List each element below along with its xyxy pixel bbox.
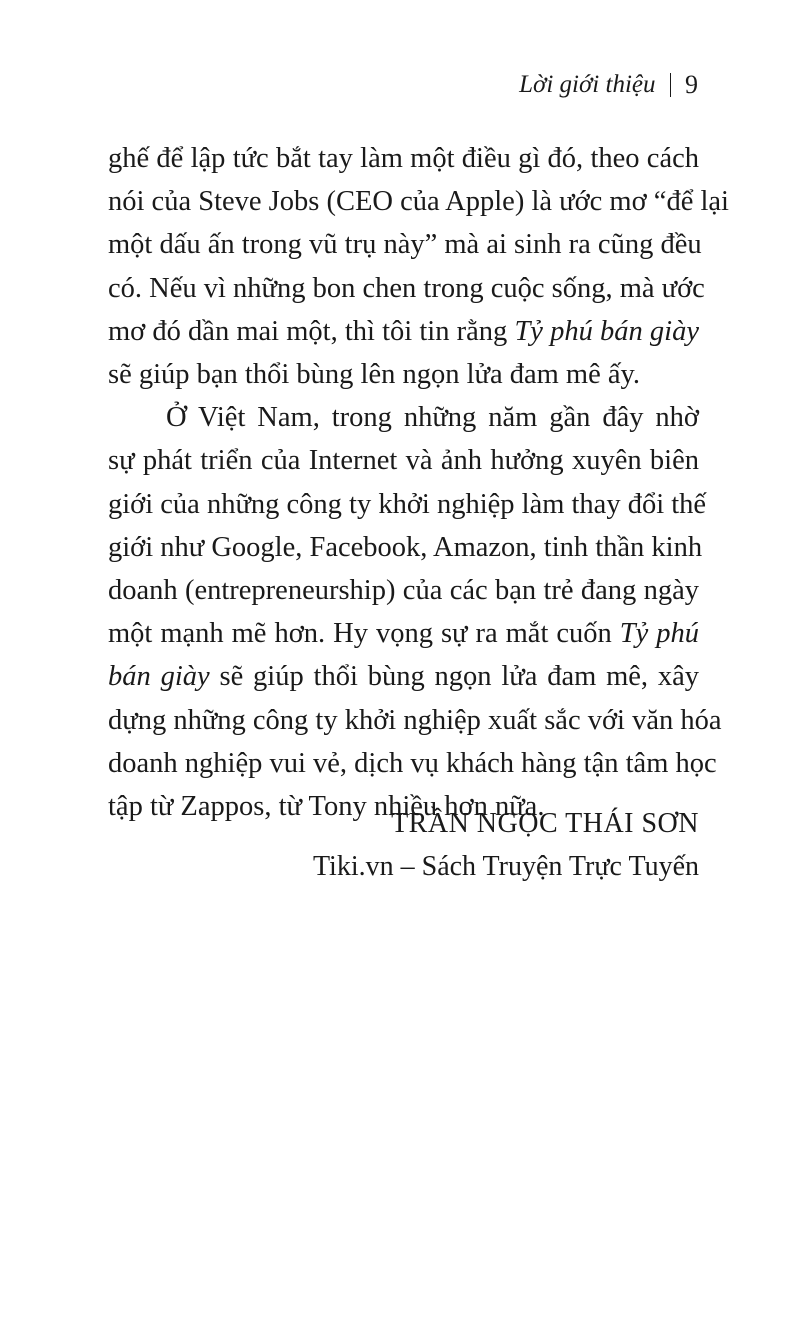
paragraph-1 xyxy=(108,137,729,396)
author-name: TRẦN NGỌC THÁI SƠN xyxy=(391,808,699,839)
text-line: một mạnh mẽ hơn. Hy vọng sự ra mắt cuốn Tỷ phú xyxy=(108,618,699,650)
section-title: Lời giới thiệu xyxy=(519,71,656,98)
text-line: doanh (entrepreneurship) của các bạn trẻ đang ngày xyxy=(108,575,699,607)
text-line: có. Nếu vì những bon chen trong cuộc sống, mà ước xyxy=(108,272,705,304)
text-line: tập từ Zappos, từ Tony nhiều hơn nữa. xyxy=(108,791,545,823)
book-title: Tỷ phú bán giày xyxy=(514,315,699,347)
text-line: dựng những công ty khởi nghiệp xuất sắc với văn hóa xyxy=(108,704,722,736)
text-line: doanh nghiệp vui vẻ, dịch vụ khách hàng tận tâm học xyxy=(108,747,717,779)
page-number: 9 xyxy=(685,70,698,99)
text-line: Ở Việt Nam, trong những năm gần đây nhờ xyxy=(166,402,699,434)
book-title: Tỷ phú xyxy=(619,618,699,650)
text-line: giới như Google, Facebook, Amazon, tinh thần kinh xyxy=(108,531,703,563)
text-line: nói của Steve Jobs (CEO của Apple) là ước mơ “để lại xyxy=(108,186,729,218)
author-affiliation: Tiki.vn – Sách Truyện Trực Tuyến xyxy=(312,851,699,882)
signature-block xyxy=(313,802,699,888)
text-line: sự phát triển của Internet và ảnh hưởng xuyên biên xyxy=(108,445,699,477)
text-line: bán giày sẽ giúp thổi bùng ngọn lửa đam mê, xây xyxy=(108,661,700,693)
body-text xyxy=(108,137,729,828)
paragraph-2 xyxy=(108,396,722,828)
running-header xyxy=(519,68,698,102)
text-line: mơ đó dần mai một, thì tôi tin rằng Tỷ phú bán giày xyxy=(108,315,699,347)
header-separator xyxy=(670,73,672,97)
text-line: sẽ giúp bạn thổi bùng lên ngọn lửa đam mê ấy. xyxy=(108,359,641,391)
book-title: bán giày xyxy=(108,661,210,693)
text-line: một dấu ấn trong vũ trụ này” mà ai sinh ra cũng đều xyxy=(108,229,702,261)
text-line: giới của những công ty khởi nghiệp làm thay đổi thế xyxy=(108,488,707,520)
text-line: ghế để lập tức bắt tay làm một điều gì đó, theo cách xyxy=(108,143,699,174)
